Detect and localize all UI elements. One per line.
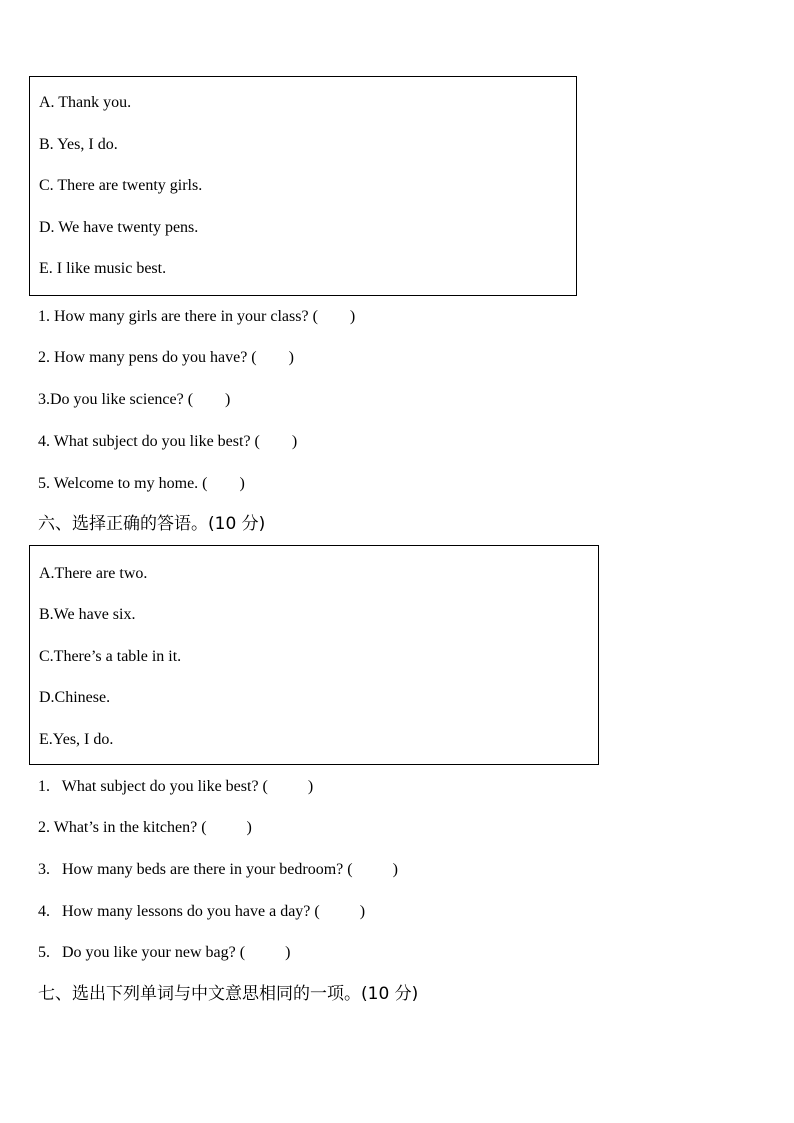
option-e: E. I like music best. <box>39 260 167 277</box>
option-d: D.Chinese. <box>39 689 111 706</box>
question-5: 5. Do you like your new bag? ( ) <box>38 944 291 961</box>
option-c: C. There are twenty girls. <box>39 177 203 194</box>
option-b: B.We have six. <box>39 606 136 623</box>
question-2: 2. What’s in the kitchen? ( ) <box>38 819 252 836</box>
option-d: D. We have twenty pens. <box>39 219 199 236</box>
option-e: E.Yes, I do. <box>39 731 114 748</box>
question-4: 4. What subject do you like best? ( ) <box>38 433 298 450</box>
question-2: 2. How many pens do you have? ( ) <box>38 349 294 366</box>
question-1: 1. What subject do you like best? ( ) <box>38 778 314 795</box>
section-7-heading: 七、选出下列单词与中文意思相同的一项。(10 分) <box>38 984 419 1004</box>
section-6-heading: 六、选择正确的答语。(10 分) <box>38 514 266 534</box>
answer-options-box-5 <box>29 76 577 296</box>
answer-options-box-6 <box>29 545 599 765</box>
option-c: C.There’s a table in it. <box>39 648 182 665</box>
question-4: 4. How many lessons do you have a day? ( ) <box>38 903 366 920</box>
question-3: 3. How many beds are there in your bedroom? ( ) <box>38 861 398 878</box>
option-b: B. Yes, I do. <box>39 136 118 153</box>
option-a: A. Thank you. <box>39 94 132 111</box>
question-1: 1. How many girls are there in your class? ( ) <box>38 308 356 325</box>
question-3: 3.Do you like science? ( ) <box>38 391 231 408</box>
option-a: A.There are two. <box>39 565 148 582</box>
question-5: 5. Welcome to my home. ( ) <box>38 475 245 492</box>
